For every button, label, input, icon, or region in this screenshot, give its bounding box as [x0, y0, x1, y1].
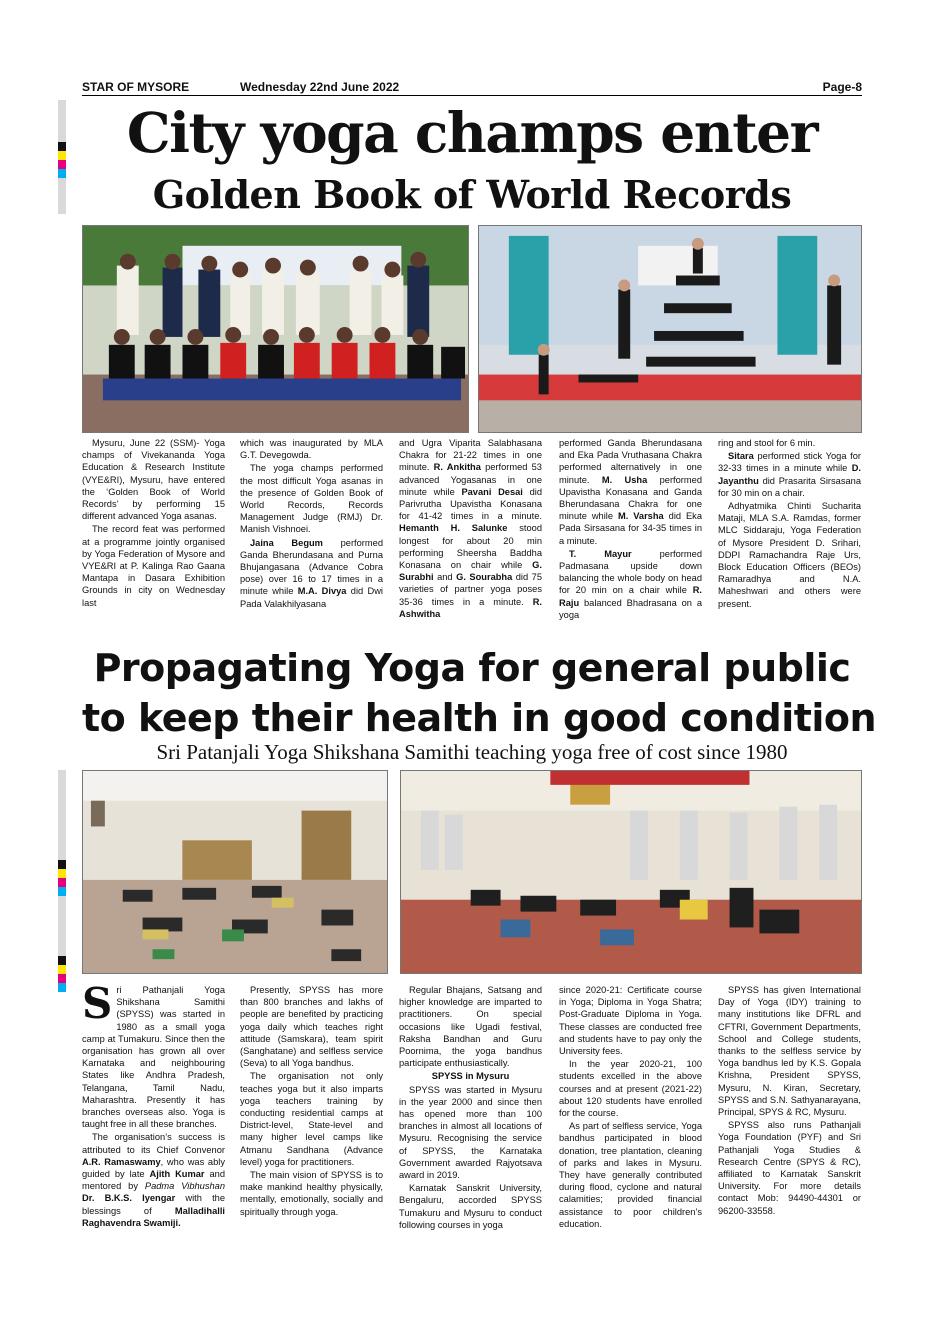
article2-paragraph	[82, 979, 225, 1130]
article1-text: and	[433, 572, 457, 583]
article1-paragraph	[399, 437, 542, 620]
article1-text: balanced Bhadrasana on a yoga	[559, 597, 702, 620]
article1-paragraph: Mysuru, June 22 (SSM)- Yoga champs of Vivekananda Yoga Education & Research Institute (VYE&RI), Mysuru, have entered the ‘Golden Book of World Records’ by performing 15 different advanced Yoga asanas.	[82, 438, 225, 522]
article2-column-4	[559, 984, 702, 1231]
article2-paragraph: Presently, SPYSS has more than 800 branches and lakhs of people are benefited by practicing yoga daily which teaches right attitude (Samskara), team spirit (Sanghatane) and selfless service (Seva) to all Yoga bandhus.	[240, 985, 383, 1069]
paper-name: STAR OF MYSORE	[82, 80, 190, 94]
person-name: T. Mayur	[569, 548, 632, 559]
article1-column-1	[82, 437, 225, 610]
yoga-class-photo-icon	[401, 771, 861, 973]
article2-paragraph: SPYSS also runs Pathanjali Yoga Foundation (PYF) and Sri Pathanjali Yoga Studies & Research Centre (SPYS & RC), affiliated to Karnatak Sanskrit University. For more details contact Mob: 94490-44301 or 96200-33558.	[718, 1120, 861, 1216]
article2-headline-line1: Propagating Yoga for general public	[93, 646, 851, 690]
article2-column-5	[718, 984, 861, 1218]
article2-paragraph: The main vision of SPYSS is to make mankind healthy physically, mentally, emotionally, socially and spiritually through yoga.	[240, 1170, 383, 1217]
person-name: R. Ankitha	[433, 462, 481, 473]
article1-paragraph: The yoga champs performed the most difficult Yoga asanas in the presence of Golden Book of World Records, Records Management Judge (RMJ) Dr. Manish Vishnoei.	[240, 463, 383, 535]
group-photo-icon	[83, 226, 468, 432]
yoga-pyramid-photo-image	[478, 225, 862, 433]
person-name: Pavani Desai	[461, 486, 523, 497]
article1-headline-line1: City yoga champs enter	[126, 100, 818, 165]
article1-text: performed Ganda Bherundasana and Purna Bhujangasana (Advance Cobra pose) over 16 to 17 times in a minute while	[240, 537, 383, 597]
yoga-class-photo-image	[400, 770, 862, 974]
article2-paragraph: In the year 2020-21, 100 students excelled in the above courses and at present (2021-22) about 120 students have enrolled for the course.	[559, 1059, 702, 1119]
person-name: Ajith Kumar	[149, 1169, 205, 1180]
article1-column-2	[240, 437, 383, 611]
dropcap: S	[82, 979, 113, 1028]
article2-text: with the blessings of	[82, 1193, 226, 1216]
article1-text: did Eka Pada Sirsasana for 34-35 times in a minute.	[559, 511, 702, 546]
article1-column-5	[718, 437, 861, 611]
article2-paragraph: SPYSS was started in Mysuru in the year 2000 and since then has opened more than 100 branches in almost all locations of Mysuru. Recognising the service of SPYSS, the Karnataka Government awarded Rajyotsava award in 2019.	[399, 1084, 542, 1181]
person-name: Jaina Begum	[250, 537, 323, 548]
article2-column-2	[240, 984, 383, 1219]
article1-paragraph: The record feat was performed at a programme jointly organised by Yoga Federation of Mysore and VYE&RI at P. Kalinga Rao Gaana Mantapa in Dasara Exhibition Grounds in city on Wednesday last	[82, 524, 225, 608]
issue-date: Wednesday 22nd June 2022	[240, 80, 400, 94]
person-name: M. Varsha	[617, 511, 664, 522]
person-name: Malladihalli Raghavendra Swamiji.	[82, 1205, 225, 1228]
article1-column-4	[559, 437, 702, 622]
yoga-hall-photo-image	[82, 770, 388, 974]
article1-text: stood longest for about 20 min performing Sheersha Baddha Konasana on chair while	[399, 523, 542, 571]
person-name: D. Jayanthu	[718, 463, 861, 486]
article1-headline-line2: Golden Book of World Records	[152, 172, 792, 217]
article2-paragraph: The organisation not only teaches yoga but it also imparts yoga teachers training by conducting residential camps at District-level, State-level and many higher level camps like Atmanu Sandhana (Advance level) yoga for practitioners.	[240, 1071, 383, 1167]
article1-text: performed stick Yoga for 32-33 times in a minute while	[718, 451, 861, 474]
article2-paragraph: since 2020-21: Certificate course in Yoga; Diploma in Yoga Shatra; Post-Graduate Diploma in Yoga. These classes are conducted free and students have to pay only the University fees.	[559, 985, 702, 1057]
yoga-pyramid-photo-icon	[479, 226, 861, 432]
section-subheading: SPYSS in Mysuru	[431, 1071, 510, 1082]
article1-text: did Parivrutha Upavistha Konasana for 41-42 times in a minute.	[399, 486, 542, 522]
person-name: Dr. B.K.S. Iyengar	[82, 1193, 176, 1204]
article2-paragraph	[82, 1131, 225, 1229]
article1-paragraph	[718, 450, 861, 499]
article1-text: did Dwi Pada Valakhilyasana	[240, 586, 383, 609]
article2-text: and mentored by	[82, 1169, 225, 1192]
article1-text: performed Upavistha Konasana and Ganda Bherundasana Chakra for one minute while	[559, 474, 702, 522]
article2-text: , who was ably guided by late	[82, 1156, 225, 1180]
person-name: G. Surabhi	[399, 560, 542, 583]
group-photo-image	[82, 225, 469, 433]
article2-paragraph: Karnatak Sanskrit University, Bengaluru, accorded SPYSS Tumakuru and Mysuru to conduct following courses in yoga	[399, 1183, 542, 1230]
article1-paragraph: Adhyatmika Chinti Sucharita Mataji, MLA S.A. Ramdas, former MLC Siddaraju, Yoga Federation of Mysore President D. Srihari, DDPI Ramachandra Raje Urs, Block Education Officers (BEOs) Ramaradhya and N.A. Maheshwari and others were present.	[718, 501, 861, 609]
person-name: M. Usha	[601, 474, 648, 485]
article2-headline-line2: to keep their health in good condition	[82, 696, 877, 740]
article2-subheadline: Sri Patanjali Yoga Shikshana Samithi teaching yoga free of cost since 1980	[156, 740, 788, 764]
article1-text: performed Padmasana upside down balancing the whole body on head for 20 min on a chair while	[559, 548, 702, 596]
article2-text: The organisation’s success is attributed to its Chief Convenor	[82, 1132, 225, 1155]
article1-paragraph	[240, 537, 383, 610]
page-number: Page-8	[822, 80, 862, 94]
article1-text: performed Ganda Bherundasana and Eka Pada Vruthasana Chakra performed alternatively in one minute.	[559, 438, 702, 485]
person-name: M.A. Divya	[297, 586, 347, 597]
article2-paragraph: Regular Bhajans, Satsang and higher knowledge are imparted to practitioners. On special occasions like Ugadi festival, Raksha Bandhan and Guru Poornima, the yoga bandhus participate enthusiastically.	[399, 985, 542, 1069]
article2-column-3	[399, 984, 542, 1232]
article1-paragraph	[559, 437, 702, 547]
article1-text: did Prasarita Sirsasana for 30 min on a chair.	[718, 475, 861, 498]
person-name: R. Raju	[559, 585, 702, 608]
article1-paragraph	[559, 548, 702, 621]
article2-text: ri Pathanjali Yoga Shikshana Samithi (SPYSS) was started in 1980 as a small yoga camp at Tumakuru. Since then the organisation has grown all over Karnataka and neighbouring States like Andhra Pradesh, Telangana, Tamil Nadu, Maharashtra. Presently it has branches overseas also. Yoga is taught free in all these branches.	[82, 985, 225, 1130]
person-name: A.R. Ramaswamy	[82, 1156, 161, 1167]
honorific: Padma Vibhushan	[144, 1181, 226, 1192]
article2-paragraph: As part of selfless service, Yoga bandhus participated in blood donation, tree plantation, cleaning of parks and lakes in Mysuru. They have generally contributed during flood, cyclone and natural calamities; provided financial assistance to poor children’s education.	[559, 1121, 702, 1229]
article1-paragraph: ring and stool for 6 min.	[718, 438, 816, 448]
article1-text: did 75 varieties of partner yoga poses 35-36 times in a minute.	[399, 572, 542, 607]
person-name: Sitara	[728, 451, 754, 462]
article1-text: and Ugra Viparita Salabhasana Chakra for 21-22 times in one minute.	[399, 438, 542, 473]
article1-paragraph: which was inaugurated by MLA G.T. Devegowda.	[240, 438, 383, 461]
person-name: G. Sourabha	[456, 572, 513, 583]
person-name: R. Ashwitha	[399, 596, 542, 619]
article1-column-3	[399, 437, 542, 621]
article1-text: performed 53 advanced Yogasanas in one minute while	[399, 462, 542, 497]
article2-paragraph: SPYSS has given International Day of Yoga (IDY) training to many institutions like DFRL and CFTRI, Government Departments, School and College students, thanks to the selfless service by Yoga bandhus led by K.S. Gopala Krishna, President SPYSS, Mysuru, N. Kiran, Secretary, SPYSS and S.N. Sathyanarayana, Principal, SPYS & RC, Mysuru.	[718, 985, 861, 1118]
person-name: Hemanth H. Salunke	[399, 523, 508, 534]
article2-column-1	[82, 979, 226, 1230]
masthead	[82, 80, 862, 96]
yoga-hall-photo-icon	[83, 771, 387, 973]
